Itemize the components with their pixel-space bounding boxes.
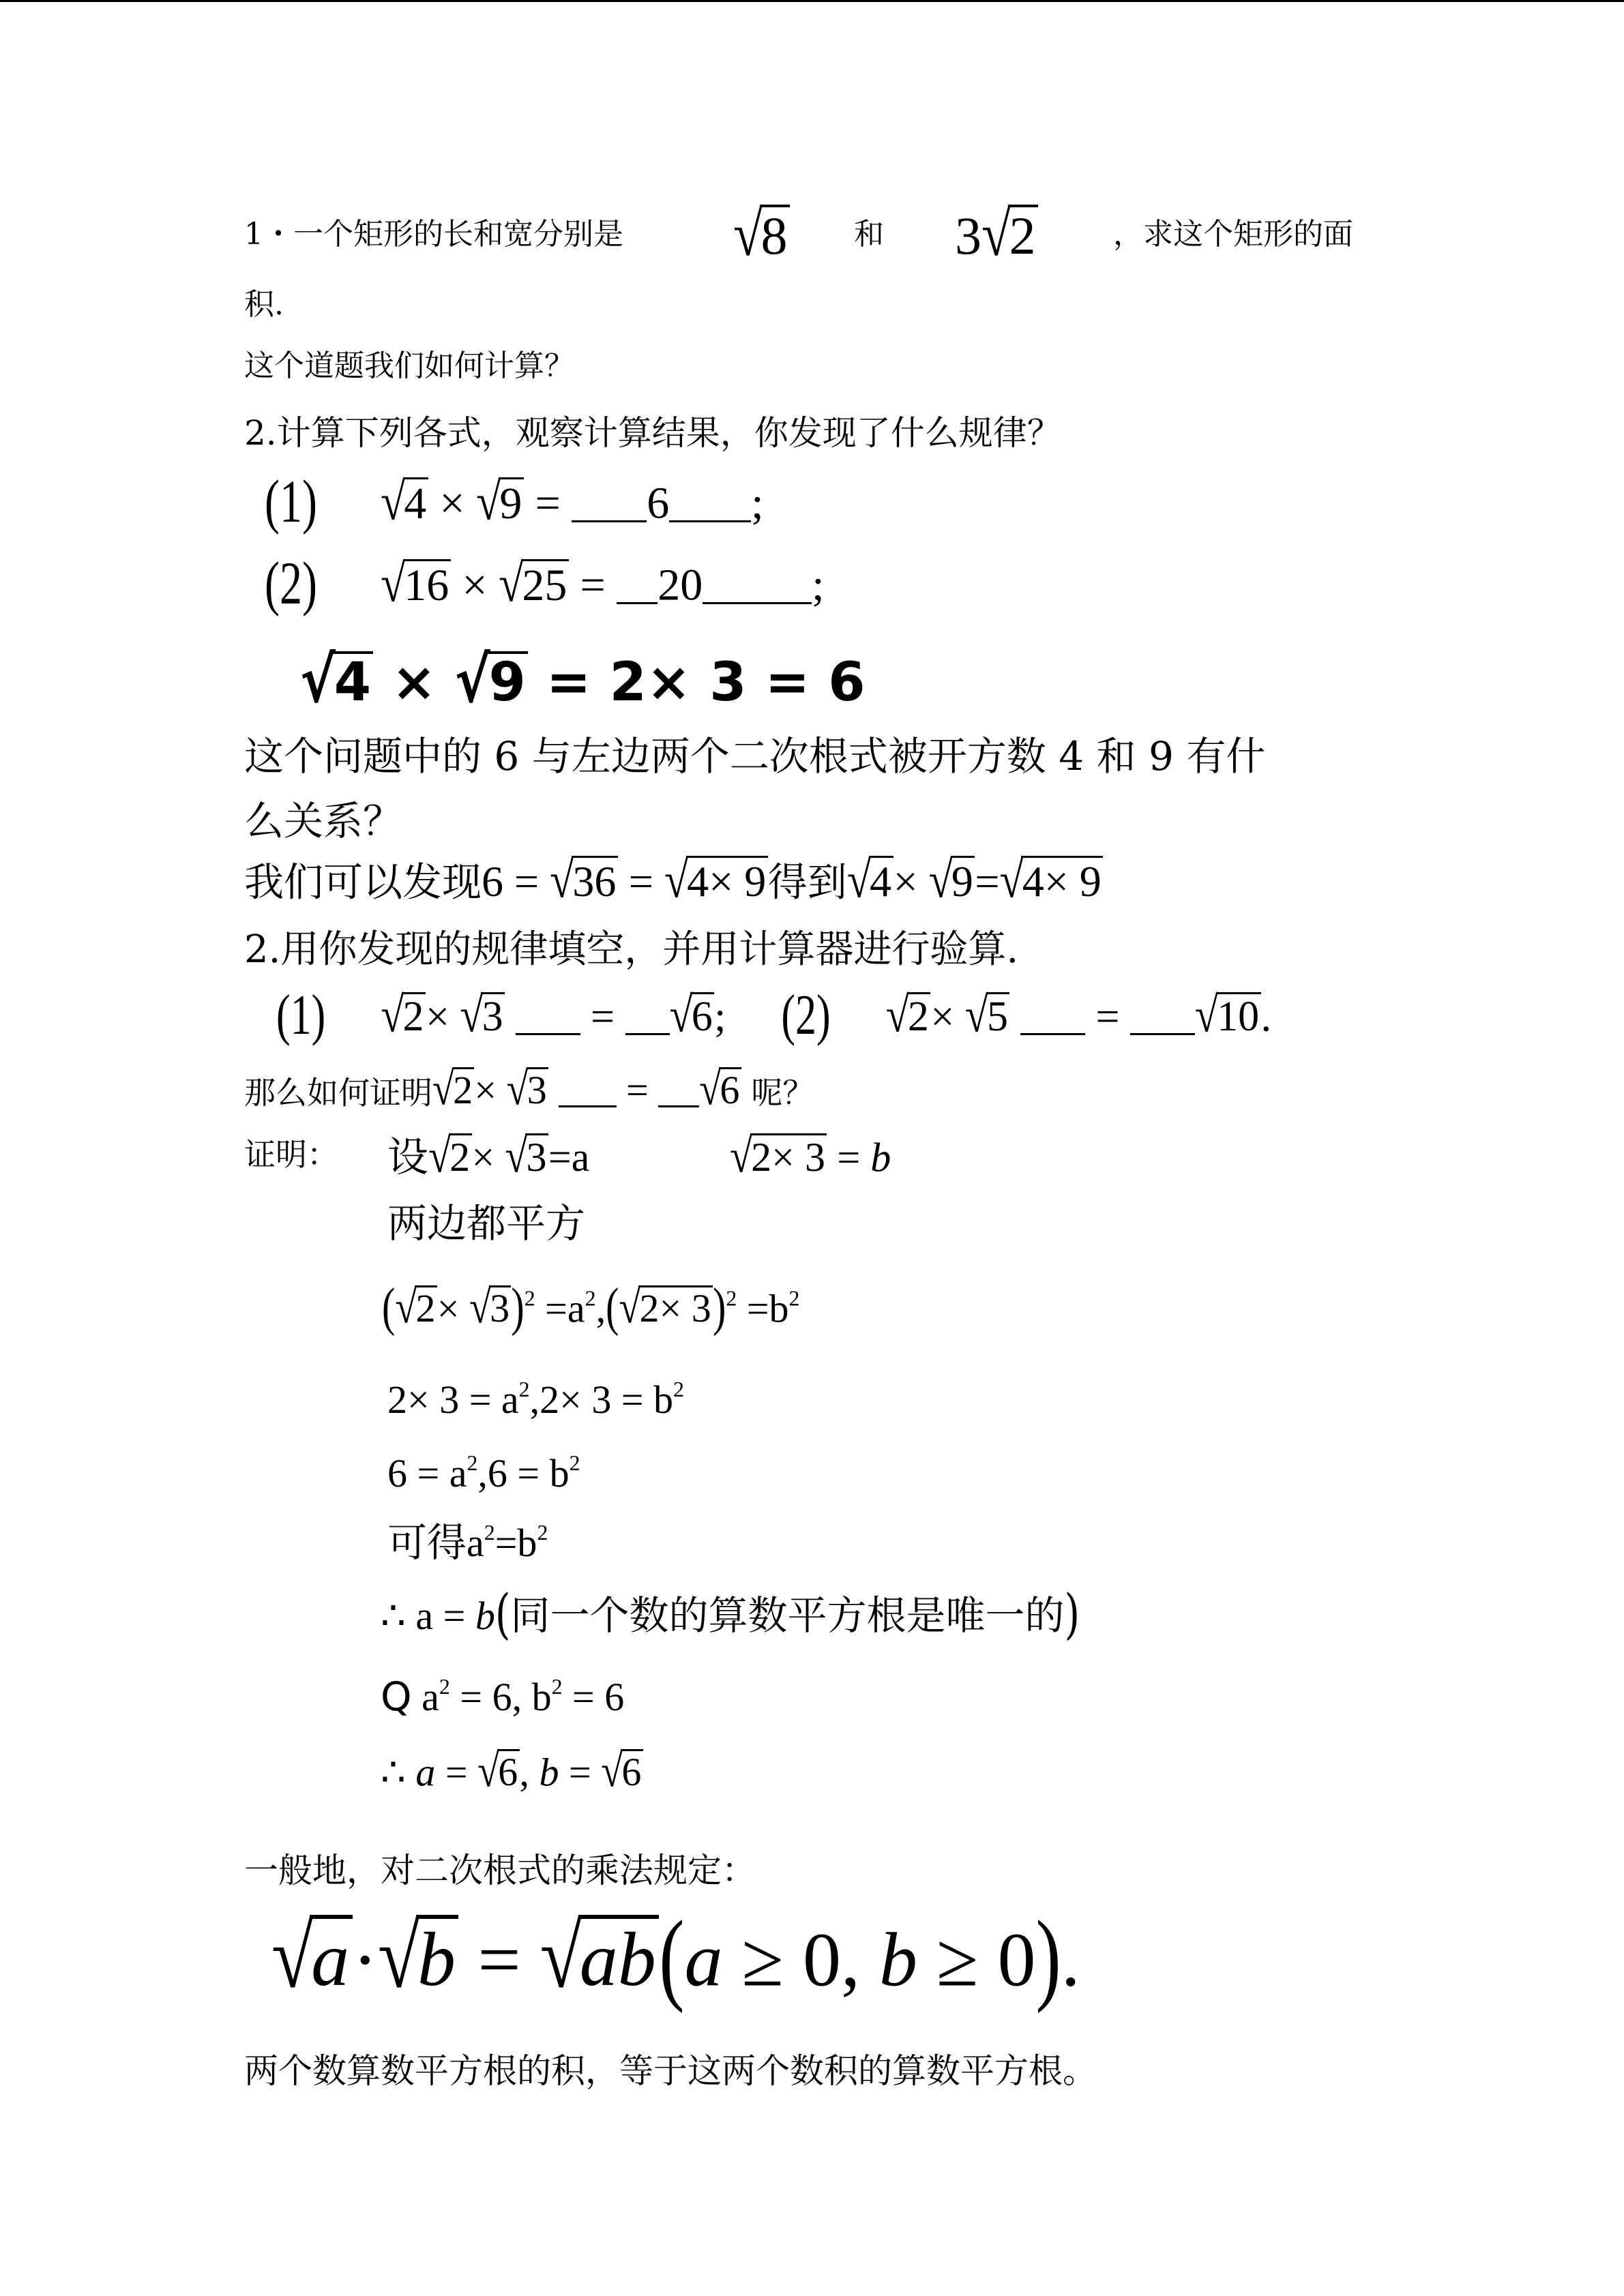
problem3-item1-a: 2 — [402, 992, 426, 1038]
proof-step-equal: 可得$a^2=b^2$ — [387, 1519, 548, 1566]
problem2-demo-formula: √4 × √9 = 2× 3 = 6 — [300, 644, 866, 717]
page-top-border — [0, 0, 1624, 2]
proof-step-result: ∴ a = √6, b = √6 — [381, 1749, 643, 1792]
problem1-width-radicand: 2 — [1008, 205, 1038, 263]
problem3-heading: 2.用你发现的规律填空，并用计算器进行验算. — [244, 927, 1019, 972]
problem2-item2-a: 16 — [403, 559, 451, 608]
relation-found-mid: 得到 — [767, 859, 847, 906]
problem3-item2-a: 2 — [907, 992, 931, 1038]
proof-question: 那么如何证明√2× √3 = √6 呢？ — [244, 1062, 814, 1115]
proof-let-prefix: 设 — [387, 1133, 428, 1182]
problem3-item1-b: 3 — [481, 992, 505, 1038]
relation-found-prefix: 我们可以发现 — [244, 859, 482, 906]
problem3-item2-result: 10 — [1216, 992, 1261, 1038]
proof-let: 设√2× √3=a — [387, 1129, 590, 1183]
problem1-width-formula: 3√2 — [955, 205, 1038, 263]
proof-because-symbol: Q — [381, 1673, 412, 1720]
problem3-items: (1) √2× √3 = √6; (2) √2× √5 = √10. — [276, 984, 1272, 1047]
proof-step-conclusion: ∴ a = b(同一个数的算数平方根是唯一的) — [381, 1583, 1080, 1645]
problem1-tail: 积. — [244, 287, 284, 322]
problem3-item2-b: 5 — [986, 992, 1010, 1038]
proof-question-prefix: 那么如何证明 — [244, 1074, 432, 1112]
problem2-heading: 2.计算下列各式，观察计算结果，你发现了什么规律？ — [244, 413, 1061, 453]
problem1-suffix: ，求这个矩形的面 — [1113, 217, 1353, 252]
proof-step-six: $6 = a^2,6 = b^2$ — [387, 1450, 580, 1495]
problem2-demo-b: 9 — [488, 651, 528, 709]
problem2-item2-answer: 20 — [658, 560, 703, 610]
problem2-item1: (1) √4 × √9 = 6 ; — [265, 468, 764, 535]
proof-label: 证明： — [244, 1136, 338, 1173]
relation-found: 我们可以发现6 = √36 = √4× 9得到√4× √9=√4× 9 — [244, 856, 1103, 904]
rule-statement: 两个数算数平方根的积，等于这两个数积的算数平方根。 — [244, 2051, 1097, 2091]
proof-get: 可得 — [387, 1519, 467, 1566]
problem3-item1-label: (1) — [276, 984, 326, 1047]
rule-formula: √a·√b = √ab(a ≥ 0, b ≥ 0). — [271, 1900, 1080, 2015]
proof-reason: 同一个数的算数平方根是唯一的 — [510, 1592, 1065, 1639]
relation-line2: 么关系？ — [244, 798, 403, 844]
problem3-item2-label: (2) — [781, 984, 831, 1047]
proof-step-product: $2\times 3 = a^2,2\times 3 = b^2$ — [387, 1377, 684, 1422]
problem1-length-value: 8 — [760, 205, 790, 263]
problem1-conj: 和 — [854, 217, 884, 252]
problem2-item1-b: 9 — [499, 477, 524, 526]
problem2-item2-label: (2) — [265, 550, 317, 617]
problem2-item1-answer: 6 — [647, 478, 670, 528]
proof-square-both: 两边都平方 — [387, 1200, 586, 1247]
problem2-item2: (2) √16 × √25 = 20 ; — [265, 550, 825, 617]
problem2-demo-a: 4 — [333, 651, 373, 709]
rule-intro: 一般地，对二次根式的乘法规定： — [244, 1851, 756, 1890]
problem2-item1-a: 4 — [403, 477, 428, 526]
problem1-width-coef: 3 — [955, 206, 981, 266]
proof-let-b: √2× 3 = b — [730, 1129, 891, 1183]
problem1-question: 这个道题我们如何计算？ — [244, 348, 574, 383]
problem2-item1-label: (1) — [265, 468, 317, 535]
proof-question-suffix: 呢？ — [751, 1074, 814, 1112]
problem2-item2-b: 25 — [521, 559, 569, 608]
problem2-demo-rhs: = 2× 3 = 6 — [546, 652, 866, 714]
proof-step-because: Q $a^2 = 6$, $b^2 = 6$ — [381, 1673, 625, 1720]
problem1-length-formula: √8 — [733, 205, 790, 263]
problem3-item1-result: 6 — [690, 992, 714, 1038]
proof-step-squared: $(√2\times √3)^2 =a^2,(√2\times 3)^2 =b^2$ — [382, 1277, 800, 1337]
problem1-prefix: 1・一个矩形的长和宽分别是 — [244, 217, 623, 252]
relation-line1: 这个问题中的 6 与左边两个二次根式被开方数 4 和 9 有什 — [244, 733, 1266, 779]
